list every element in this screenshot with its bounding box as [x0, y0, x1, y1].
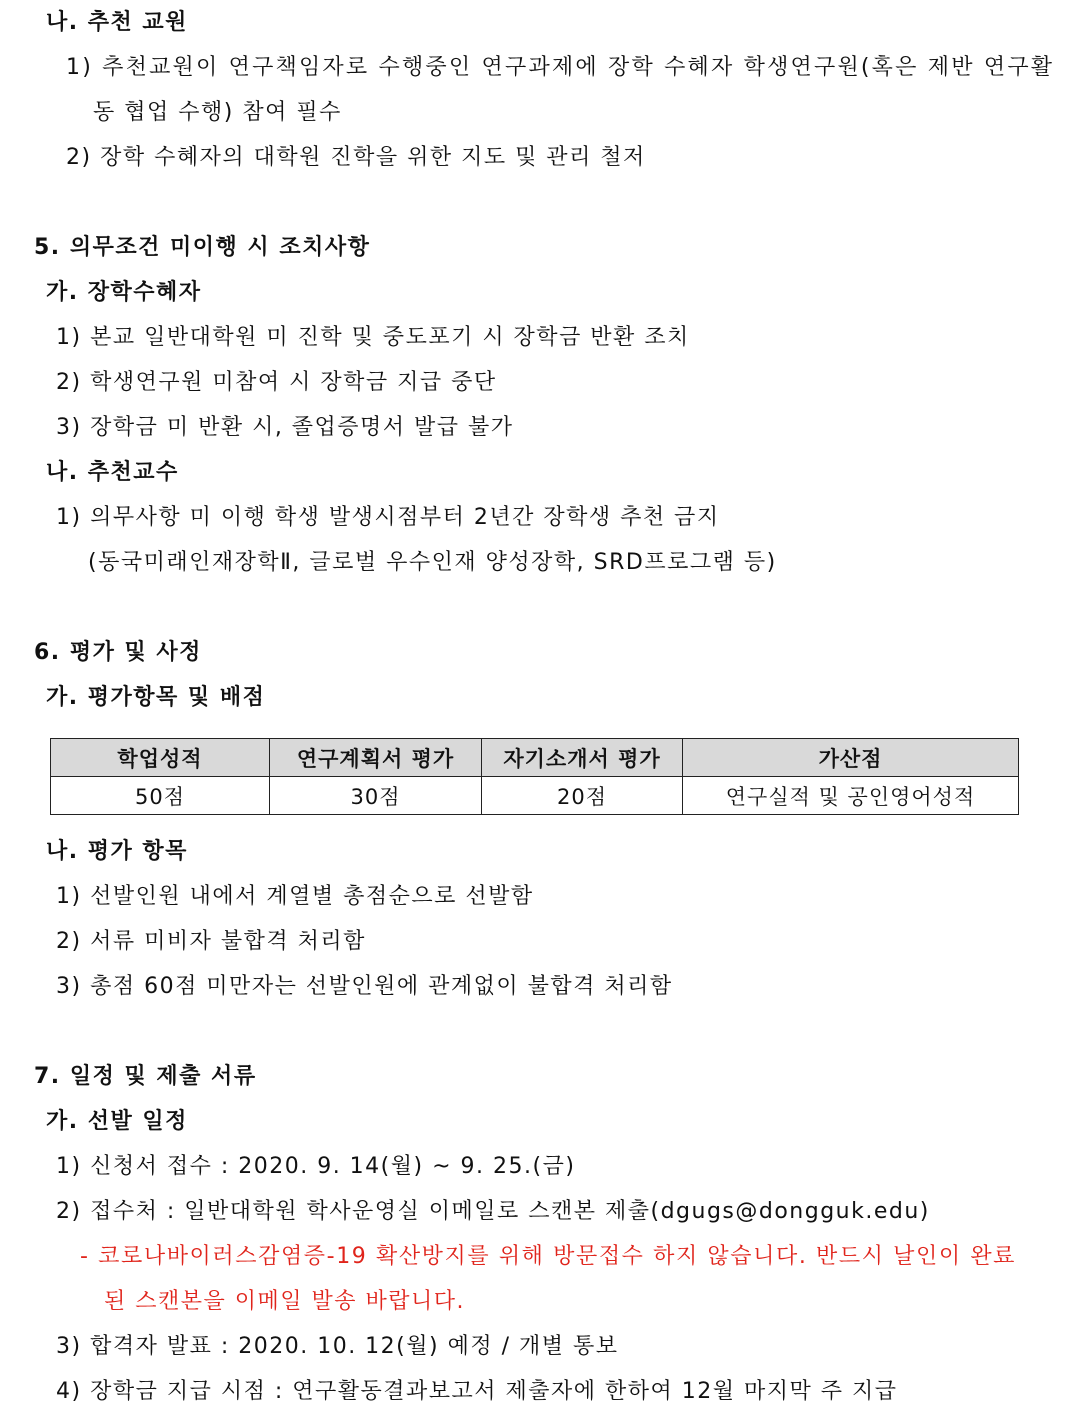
table-cell: 50점 [51, 777, 270, 815]
table-header-cell: 가산점 [683, 739, 1019, 777]
subsection-title-evaluation-items: 가. 평가항목 및 배점 [46, 685, 266, 710]
table-cell: 20점 [482, 777, 683, 815]
list-item: 1) 의무사항 미 이행 학생 발생시점부터 2년간 장학생 추천 금지 [56, 505, 720, 530]
table-header-row [51, 739, 1019, 777]
table-header-cell: 연구계획서 평가 [270, 739, 482, 777]
list-item: 3) 총점 60점 미만자는 선발인원에 관계없이 불합격 처리함 [56, 974, 673, 999]
evaluation-score-table [50, 738, 1019, 815]
list-item: 2) 장학 수혜자의 대학원 진학을 위한 지도 및 관리 철저 [66, 145, 646, 170]
list-item: 3) 합격자 발표 : 2020. 10. 12(월) 예정 / 개별 통보 [56, 1334, 619, 1359]
table-cell: 연구실적 및 공인영어성적 [683, 777, 1019, 815]
covid-notice: - 코로나바이러스감염증-19 확산방지를 위해 방문접수 하지 않습니다. 반드시 날인이 완료 [80, 1244, 1017, 1269]
covid-notice-continuation: 된 스캔본을 이메일 발송 바랍니다. [104, 1289, 465, 1314]
subsection-title-selection-schedule: 가. 선발 일정 [46, 1109, 188, 1134]
list-item: 3) 장학금 미 반환 시, 졸업증명서 발급 불가 [56, 415, 514, 440]
section-title-5: 5. 의무조건 미이행 시 조치사항 [34, 235, 371, 260]
list-item: 1) 신청서 접수 : 2020. 9. 14(월) ~ 9. 25.(금) [56, 1154, 576, 1179]
section-title-7: 7. 일정 및 제출 서류 [34, 1064, 257, 1089]
table-header-cell: 자기소개서 평가 [482, 739, 683, 777]
list-item: 2) 서류 미비자 불합격 처리함 [56, 929, 366, 954]
subsection-title-scholarship-recipient: 가. 장학수혜자 [46, 280, 202, 305]
list-item: 2) 학생연구원 미참여 시 장학금 지급 중단 [56, 370, 497, 395]
list-item-continuation: (동국미래인재장학Ⅱ, 글로벌 우수인재 양성장학, SRD프로그램 등) [88, 550, 777, 575]
list-item: 1) 본교 일반대학원 미 진학 및 중도포기 시 장학금 반환 조치 [56, 325, 690, 350]
list-item: 4) 장학금 지급 시점 : 연구활동결과보고서 제출자에 한하여 12월 마지막 주 지급 [56, 1379, 898, 1404]
list-item-continuation: 동 협업 수행) 참여 필수 [93, 100, 342, 125]
list-item: 2) 접수처 : 일반대학원 학사운영실 이메일로 스캔본 제출(dgugs@dongguk.edu) [56, 1199, 930, 1224]
table-cell: 30점 [270, 777, 482, 815]
list-item: 1) 추천교원이 연구책임자로 수행중인 연구과제에 장학 수혜자 학생연구원(혹은 제반 연구활 [66, 55, 1055, 80]
section-title-6: 6. 평가 및 사정 [34, 640, 202, 665]
subsection-title-recommending-professor: 나. 추천교수 [46, 460, 179, 485]
list-item: 1) 선발인원 내에서 계열별 총점순으로 선발함 [56, 884, 534, 909]
table-header-cell: 학업성적 [51, 739, 270, 777]
subsection-title-recommending-faculty: 나. 추천 교원 [46, 10, 188, 35]
table-row [51, 777, 1019, 815]
subsection-title-evaluation-criteria: 나. 평가 항목 [46, 839, 188, 864]
